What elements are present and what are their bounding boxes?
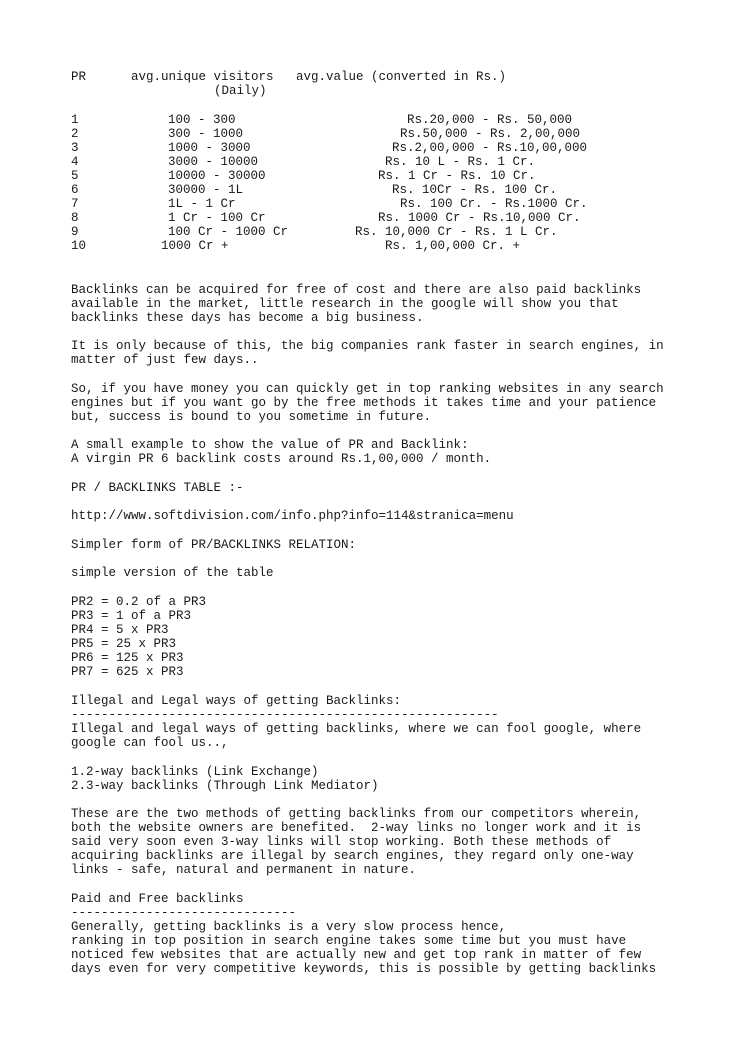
table-cell-value: Rs.2,00,000 - Rs.10,00,000 (392, 141, 588, 155)
paragraph-line: backlinks these days has become a big business. (71, 311, 424, 325)
paragraph-line: Backlinks can be acquired for free of cost and there are also paid backlinks (71, 283, 642, 297)
table-cell-visitors: 1L - 1 Cr (168, 197, 236, 211)
table-cell-visitors: 100 - 300 (168, 113, 236, 127)
table-cell-pr: 1 (71, 113, 79, 127)
table-cell-visitors: 10000 - 30000 (168, 169, 266, 183)
table-header-value: avg.value (converted in Rs.) (296, 70, 507, 84)
table-cell-value: Rs. 10,000 Cr - Rs. 1 L Cr. (355, 225, 558, 239)
table-cell-pr: 3 (71, 141, 79, 155)
paragraph-line: said very soon even 3-way links will stop working. Both these methods of (71, 835, 612, 849)
paragraph-line: It is only because of this, the big companies rank faster in search engines, in (71, 339, 664, 353)
list-item: 2.3-way backlinks (Through Link Mediator) (71, 779, 379, 793)
paragraph-line: noticed few websites that are actually new and get top rank in matter of few (71, 948, 642, 962)
paragraph-line: These are the two methods of getting backlinks from our competitors wherein, (71, 807, 642, 821)
paragraph-line: matter of just few days.. (71, 353, 259, 367)
section-heading: Paid and Free backlinks (71, 892, 244, 906)
paragraph-line: but, success is bound to you sometime in future. (71, 410, 432, 424)
pr-relation-line: PR4 = 5 x PR3 (71, 623, 169, 637)
pr-relation-line: PR2 = 0.2 of a PR3 (71, 595, 207, 609)
pr-relation-line: PR7 = 625 x PR3 (71, 665, 184, 679)
section-heading: Illegal and Legal ways of getting Backlinks: (71, 694, 402, 708)
dashed-rule: ------------------------------ (71, 906, 297, 920)
table-cell-visitors: 100 Cr - 1000 Cr (168, 225, 289, 239)
table-cell-visitors: 1000 - 3000 (168, 141, 251, 155)
paragraph-line: Illegal and legal ways of getting backlinks, where we can fool google, where (71, 722, 642, 736)
table-cell-value: Rs.50,000 - Rs. 2,00,000 (400, 127, 581, 141)
list-item: 1.2-way backlinks (Link Exchange) (71, 765, 319, 779)
table-cell-pr: 2 (71, 127, 79, 141)
pr-relation-line: PR5 = 25 x PR3 (71, 637, 177, 651)
table-cell-visitors: 1000 Cr + (161, 239, 229, 253)
url-link[interactable]: http://www.softdivision.com/info.php?info=114&stranica=menu (71, 509, 514, 523)
table-cell-visitors: 3000 - 10000 (168, 155, 259, 169)
paragraph-line: So, if you have money you can quickly get in top ranking websites in any search (71, 382, 664, 396)
table-cell-pr: 7 (71, 197, 79, 211)
table-cell-value: Rs. 10 L - Rs. 1 Cr. (385, 155, 536, 169)
table-cell-value: Rs. 10Cr - Rs. 100 Cr. (392, 183, 558, 197)
paragraph-line: links - safe, natural and permanent in nature. (71, 863, 417, 877)
table-cell-visitors: 1 Cr - 100 Cr (168, 211, 266, 225)
table-cell-value: Rs. 1000 Cr - Rs.10,000 Cr. (378, 211, 581, 225)
table-cell-pr: 5 (71, 169, 79, 183)
dashed-rule: --------------------------------------------------------- (71, 708, 499, 722)
section-heading: PR / BACKLINKS TABLE :- (71, 481, 244, 495)
paragraph-line: simple version of the table (71, 566, 274, 580)
table-cell-value: Rs. 1 Cr - Rs. 10 Cr. (378, 169, 536, 183)
table-cell-pr: 9 (71, 225, 79, 239)
paragraph-line: available in the market, little research in the google will show you that (71, 297, 619, 311)
table-header-visitors: avg.unique visitors (131, 70, 274, 84)
section-heading: Simpler form of PR/BACKLINKS RELATION: (71, 538, 357, 552)
paragraph-line: Generally, getting backlinks is a very slow process hence, (71, 920, 507, 934)
table-cell-value: Rs.20,000 - Rs. 50,000 (407, 113, 573, 127)
table-cell-visitors: 300 - 1000 (168, 127, 244, 141)
paragraph-line: both the website owners are benefited. 2-way links no longer work and it is (71, 821, 642, 835)
table-header-pr: PR (71, 70, 87, 84)
pr-relation-line: PR3 = 1 of a PR3 (71, 609, 192, 623)
table-cell-visitors: 30000 - 1L (168, 183, 244, 197)
paragraph-line: days even for very competitive keywords, this is possible by getting backlinks (71, 962, 657, 976)
table-cell-value: Rs. 100 Cr. - Rs.1000 Cr. (400, 197, 588, 211)
table-cell-value: Rs. 1,00,000 Cr. + (385, 239, 521, 253)
paragraph-line: acquiring backlinks are illegal by search engines, they regard only one-way (71, 849, 634, 863)
paragraph-line: engines but if you want go by the free methods it takes time and your patience (71, 396, 657, 410)
table-cell-pr: 8 (71, 211, 79, 225)
paragraph-line: A small example to show the value of PR and Backlink: (71, 438, 469, 452)
table-header-daily: (Daily) (214, 84, 267, 98)
paragraph-line: google can fool us.., (71, 736, 229, 750)
table-cell-pr: 6 (71, 183, 79, 197)
table-cell-pr: 4 (71, 155, 79, 169)
pr-relation-line: PR6 = 125 x PR3 (71, 651, 184, 665)
paragraph-line: ranking in top position in search engine takes some time but you must have (71, 934, 627, 948)
paragraph-line: A virgin PR 6 backlink costs around Rs.1,00,000 / month. (71, 452, 492, 466)
table-cell-pr: 10 (71, 239, 87, 253)
